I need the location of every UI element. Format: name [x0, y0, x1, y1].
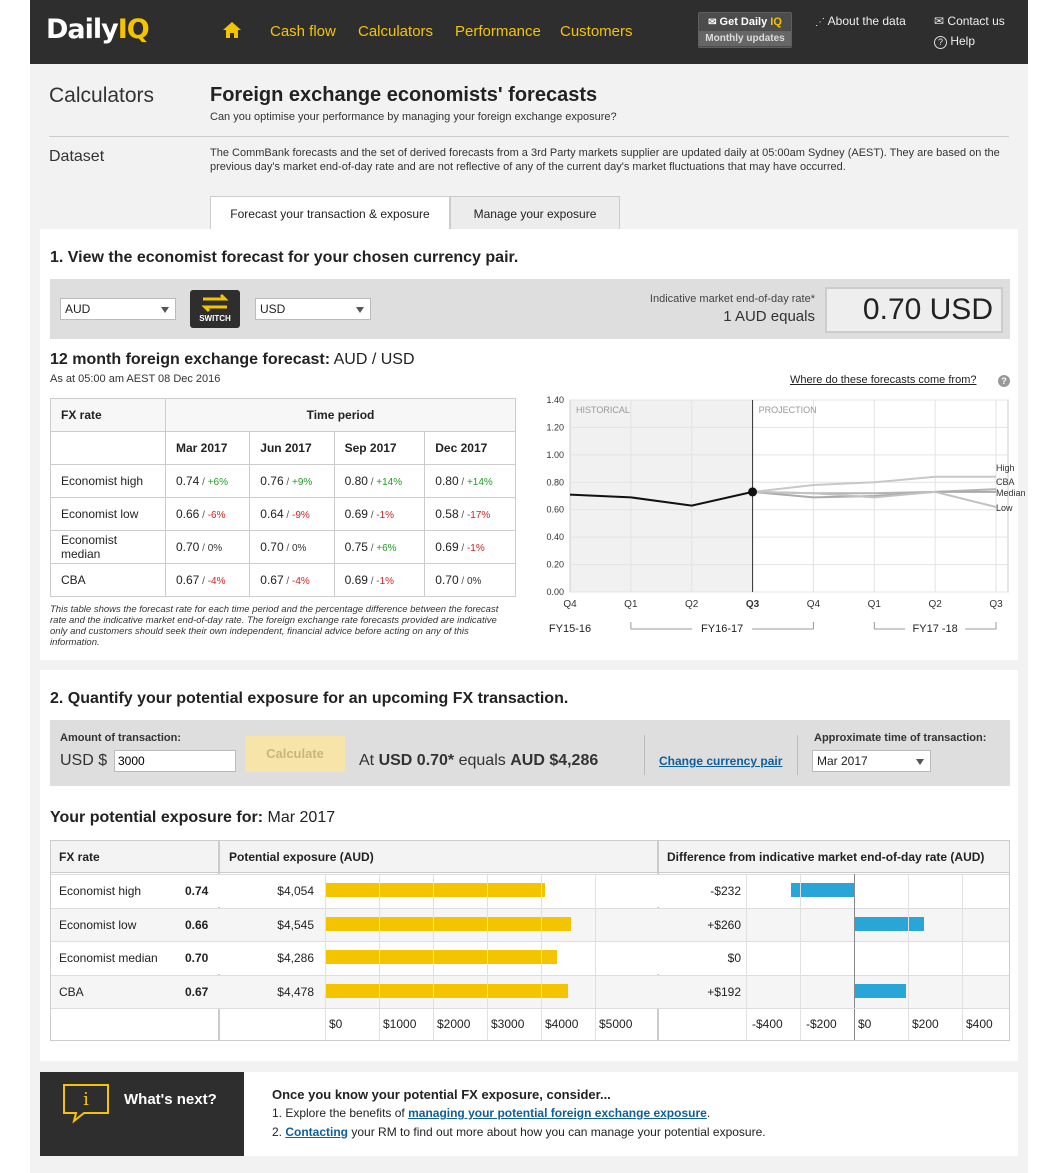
to-currency-select[interactable]: USD: [255, 298, 371, 320]
change-currency-link[interactable]: Change currency pair: [659, 754, 783, 768]
next-item-2: 2. Contacting your RM to find out more about how you can manage your potential exposure.: [272, 1125, 766, 1139]
diff-tick: $400: [966, 1017, 993, 1031]
row-exposure: $4,286: [277, 951, 314, 965]
home-icon[interactable]: [222, 21, 242, 39]
row-diff: +$192: [707, 985, 741, 999]
diff-tick: $0: [858, 1017, 872, 1031]
forecast-table: [50, 398, 516, 597]
switch-arrows-icon: [199, 293, 231, 313]
col-header: Mar 2017: [166, 432, 250, 465]
nav-performance[interactable]: Performance: [455, 23, 541, 40]
exposure-bar: [326, 883, 545, 897]
tab-forecast[interactable]: Forecast your transaction & exposure: [210, 196, 450, 230]
nav-calculators[interactable]: Calculators: [358, 23, 434, 40]
row-label: Economist median: [59, 951, 158, 965]
contact-link[interactable]: ✉ Contact us: [934, 14, 1005, 28]
row-exposure: $4,054: [277, 884, 314, 898]
forecast-cell: 0.80 / +14%: [334, 465, 425, 498]
exposure-tick: $1000: [383, 1017, 417, 1031]
row-rate: 0.66: [185, 918, 209, 932]
amount-input[interactable]: [114, 750, 236, 772]
dailyiq-logo[interactable]: DailyIQ: [46, 14, 149, 45]
x-tick: Q1: [624, 599, 638, 610]
where-link[interactable]: Where do these forecasts come from?: [790, 374, 977, 386]
next-heading: What's next?: [124, 1091, 217, 1108]
x-tick: Q2: [928, 599, 942, 610]
forecast-cell: 0.74 / +6%: [166, 465, 250, 498]
exposure-header: Potential exposure (AUD): [229, 850, 374, 864]
exposure-bar: [326, 984, 568, 998]
next-title: Once you know your potential FX exposure, consider...: [272, 1087, 611, 1102]
time-select[interactable]: Mar 2017: [812, 750, 931, 772]
diff-tick: -$400: [752, 1017, 783, 1031]
section-label: Calculators: [49, 84, 155, 107]
row-diff: $0: [727, 951, 741, 965]
about-data-link[interactable]: ⋰ About the data: [815, 14, 906, 28]
nav-cash-flow[interactable]: Cash flow: [270, 23, 336, 40]
legend-median: Median: [996, 488, 1026, 498]
graph-icon: ⋰: [815, 17, 825, 28]
y-tick: 1.40: [546, 395, 564, 405]
fy-group: FY17 -18: [912, 623, 958, 635]
rate-sub: 1 AUD equals: [723, 308, 815, 325]
row-exposure: $4,545: [277, 918, 314, 932]
x-tick: Q4: [563, 599, 577, 610]
fx-rate-header: FX rate: [51, 399, 166, 432]
get-daily-sub: Monthly updates: [699, 31, 791, 46]
forecast-row: [51, 465, 516, 498]
diff-bar: [854, 917, 924, 931]
period-header: Time period: [166, 399, 516, 432]
exposure-bar: [326, 917, 571, 931]
divider: [797, 735, 798, 775]
forecast-cell: 0.69 / -1%: [425, 531, 516, 564]
mail-icon: ✉: [708, 17, 717, 28]
row-rate: 0.74: [185, 884, 209, 898]
row-label: Economist low: [51, 498, 166, 531]
exposure-table: [50, 840, 1010, 1041]
rate-label: Indicative market end-of-day rate*: [649, 293, 815, 305]
row-rate: 0.70: [185, 951, 209, 965]
col-header: Sep 2017: [334, 432, 425, 465]
forecast-title: 12 month foreign exchange forecast: AUD / USD: [50, 351, 415, 368]
exposure-bar: [326, 950, 557, 964]
y-tick: 0.80: [546, 477, 564, 488]
y-tick: 0.00: [546, 587, 564, 597]
contacting-link[interactable]: Contacting: [285, 1125, 349, 1139]
row-label: CBA: [59, 985, 84, 999]
managing-exposure-link[interactable]: managing your potential foreign exchange exposure: [408, 1106, 707, 1120]
legend-high: High: [996, 463, 1015, 473]
fx-rate-header: FX rate: [59, 850, 100, 864]
fy-group: FY15-16: [548, 623, 592, 635]
forecast-row: [51, 498, 516, 531]
exposure-tick: $2000: [437, 1017, 471, 1031]
legend-cba: CBA: [996, 477, 1015, 487]
divider: [644, 735, 645, 775]
info-icon: [62, 1083, 110, 1123]
dataset-label: Dataset: [49, 148, 105, 165]
exposure-tick: $0: [329, 1017, 343, 1031]
help-link[interactable]: ? Help: [934, 34, 975, 49]
current-point: [748, 487, 757, 496]
forecast-cell: 0.66 / -6%: [166, 498, 250, 531]
forecast-cell: 0.67 / -4%: [250, 564, 334, 597]
region-label: HISTORICAL: [576, 405, 630, 415]
y-tick: 0.20: [546, 559, 564, 570]
row-label: Economist median: [51, 531, 166, 564]
exposure-tick: $5000: [599, 1017, 633, 1031]
info-icon[interactable]: ?: [998, 375, 1010, 387]
switch-button[interactable]: [190, 290, 240, 328]
y-tick: 1.20: [546, 422, 564, 433]
exposure-title: Your potential exposure for: Mar 2017: [50, 809, 336, 826]
get-daily-iq-button[interactable]: ✉ Get Daily IQ Monthly updates: [698, 12, 792, 48]
nav-customers[interactable]: Customers: [560, 23, 633, 40]
amount-currency: USD $: [60, 752, 108, 769]
forecast-cell: 0.69 / -1%: [334, 498, 425, 531]
fy-group: FY16-17: [701, 623, 744, 635]
next-item-1: 1. Explore the benefits of managing your potential foreign exchange exposure.: [272, 1106, 711, 1120]
step2-title: 2. Quantify your potential exposure for an upcoming FX transaction.: [50, 690, 569, 707]
tab-manage[interactable]: Manage your exposure: [450, 196, 620, 230]
result-text: At USD 0.70* equals AUD $4,286: [359, 752, 599, 769]
legend-low: Low: [996, 503, 1013, 513]
x-tick: Q1: [867, 599, 881, 610]
forecast-chart: [536, 392, 1026, 642]
from-currency-select[interactable]: AUD: [60, 298, 176, 320]
forecast-cell: 0.70 / 0%: [250, 531, 334, 564]
envelope-icon: ✉: [934, 14, 945, 28]
row-label: Economist high: [51, 465, 166, 498]
rate-value: 0.70 USD: [825, 287, 1003, 333]
x-tick: Q3: [989, 599, 1003, 610]
svg-text:i: i: [83, 1089, 89, 1110]
row-rate: 0.67: [185, 985, 209, 999]
y-tick: 1.00: [546, 449, 564, 460]
amount-label: Amount of transaction:: [60, 732, 181, 744]
col-header: Jun 2017: [250, 432, 334, 465]
forecast-cell: 0.75 / +6%: [334, 531, 425, 564]
row-diff: +$260: [707, 918, 741, 932]
forecast-cell: 0.64 / -9%: [250, 498, 334, 531]
forecast-cell: 0.70 / 0%: [166, 531, 250, 564]
step1-title: 1. View the economist forecast for your chosen currency pair.: [50, 249, 519, 266]
diff-bar: [854, 984, 906, 998]
diff-tick: $200: [912, 1017, 939, 1031]
forecast-row: [51, 531, 516, 564]
as-at: As at 05:00 am AEST 08 Dec 2016: [50, 373, 221, 385]
help-icon: ?: [934, 36, 947, 49]
forecast-cell: 0.67 / -4%: [166, 564, 250, 597]
row-label: Economist low: [59, 918, 137, 932]
forecast-row: [51, 564, 516, 597]
divider: [49, 136, 1009, 137]
forecast-cell: 0.58 / -17%: [425, 498, 516, 531]
row-exposure: $4,478: [277, 985, 314, 999]
y-tick: 0.40: [546, 532, 564, 543]
exposure-tick: $4000: [545, 1017, 579, 1031]
y-tick: 0.60: [546, 504, 564, 515]
time-label: Approximate time of transaction:: [814, 732, 987, 744]
diff-header: Difference from indicative market end-of-day rate (AUD): [667, 850, 985, 864]
page-title: Foreign exchange economists' forecasts: [210, 84, 598, 106]
forecast-cell: 0.80 / +14%: [425, 465, 516, 498]
exposure-tick: $3000: [491, 1017, 525, 1031]
x-tick: Q4: [806, 599, 821, 610]
x-tick: Q3: [745, 599, 760, 610]
col-header: Dec 2017: [425, 432, 516, 465]
page-subtitle: Can you optimise your performance by managing your foreign exchange exposure?: [210, 111, 617, 123]
dataset-text: The CommBank forecasts and the set of derived forecasts from a 3rd Party markets supplier are updated daily at 05:00am Sydney (AEST). They are based on the previous day's market end-of-day rate and are not reflective of any of the current day's market fluctuations that may have occurred.: [210, 147, 1000, 173]
forecast-cell: 0.69 / -1%: [334, 564, 425, 597]
switch-label: SWITCH: [199, 314, 231, 323]
diff-tick: -$200: [806, 1017, 837, 1031]
forecast-note: This table shows the forecast rate for each time period and the percentage difference between the forecast rate and the indicative market end-of-day rate. The foreign exchange rate forecasts provided are indicative only and customers should seek their own independent, financial advice before acting on any of this information.: [50, 604, 499, 648]
region-label: PROJECTION: [758, 405, 817, 415]
row-label: Economist high: [59, 884, 142, 898]
x-tick: Q2: [685, 599, 699, 610]
calculate-button[interactable]: Calculate: [245, 736, 345, 772]
row-diff: -$232: [710, 884, 741, 898]
forecast-cell: 0.70 / 0%: [425, 564, 516, 597]
forecast-cell: 0.76 / +9%: [250, 465, 334, 498]
row-label: CBA: [51, 564, 166, 597]
